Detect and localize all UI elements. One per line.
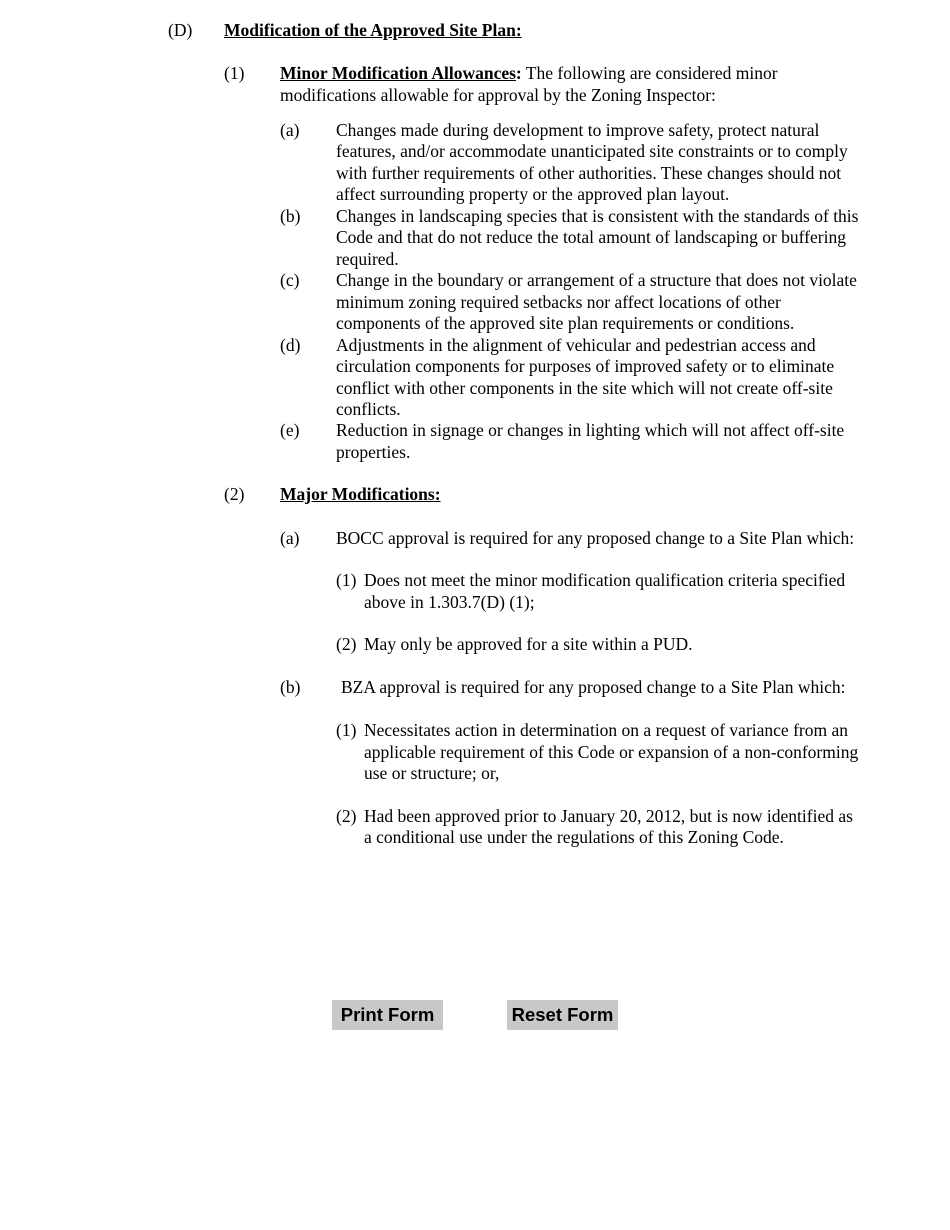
minor-item-c-marker: (c) [280,270,300,290]
major-b-item1-line1: Necessitates action in determination on a request of variance from an [364,720,848,740]
major-a-item2-line1: May only be approved for a site within a PUD. [364,634,693,654]
major-a-item1-line2: above in 1.303.7(D) (1); [364,592,535,612]
major-b-item1-line2: applicable requirement of this Code or expansion of a non-conforming [364,742,859,762]
minor-item-a-marker: (a) [280,120,300,140]
minor-item-a-line4: affect surrounding property or the approved plan layout. [336,184,730,204]
major-title: Major Modifications: [280,484,441,504]
minor-item-d-line4: conflicts. [336,399,401,419]
section-marker: (D) [168,20,193,40]
minor-intro-line2: modifications allowable for approval by the Zoning Inspector: [280,85,716,105]
minor-intro-line1: The following are considered minor [521,63,778,83]
major-b-item2-line2: a conditional use under the regulations of this Zoning Code. [364,827,784,847]
major-b-item1-marker: (1) [336,720,357,740]
minor-item-e-line2: properties. [336,442,411,462]
major-a-item2-marker: (2) [336,634,357,654]
major-a-marker: (a) [280,528,300,548]
minor-item-d-line3: conflict with other components in the site which will not create off-site [336,378,833,398]
minor-item-b-marker: (b) [280,206,301,226]
section-title: Modification of the Approved Site Plan: [224,20,522,40]
major-a-text: BOCC approval is required for any proposed change to a Site Plan which: [336,528,855,548]
major-b-item2-marker: (2) [336,806,357,826]
minor-item-a-line2: features, and/or accommodate unanticipated site constraints or to comply [336,141,848,161]
minor-title-colon: : [515,63,522,83]
minor-title: Minor Modification Allowances [280,63,516,83]
major-marker: (2) [224,484,245,504]
minor-item-e-line1: Reduction in signage or changes in lighting which will not affect off-site [336,420,845,440]
minor-item-c-line3: components of the approved site plan requirements or conditions. [336,313,795,333]
minor-item-e-marker: (e) [280,420,300,440]
major-a-item1-marker: (1) [336,570,357,590]
minor-item-d-marker: (d) [280,335,301,355]
major-b-item1-line3: use or structure; or, [364,763,500,783]
minor-item-c-line1: Change in the boundary or arrangement of a structure that does not violate [336,270,857,290]
minor-item-b-line1: Changes in landscaping species that is consistent with the standards of this [336,206,859,226]
minor-intro [280,63,778,85]
major-b-text: BZA approval is required for any proposed change to a Site Plan which: [341,677,846,697]
minor-item-d-line2: circulation components for purposes of improved safety or to eliminate [336,356,835,376]
major-b-item2-line1: Had been approved prior to January 20, 2012, but is now identified as [364,806,853,826]
minor-marker: (1) [224,63,245,83]
minor-item-a-line1: Changes made during development to improve safety, protect natural [336,120,820,140]
major-a-item1-line1: Does not meet the minor modification qualification criteria specified [364,570,846,590]
minor-item-b-line3: required. [336,249,399,269]
minor-item-d-line1: Adjustments in the alignment of vehicular and pedestrian access and [336,335,816,355]
minor-item-b-line2: Code and that do not reduce the total amount of landscaping or buffering [336,227,846,247]
minor-item-a-line3: with further requirements of other authorities. These changes should not [336,163,842,183]
reset-form-button[interactable]: Reset Form [507,1000,618,1030]
minor-item-c-line2: minimum zoning required setbacks nor affect locations of other [336,292,781,312]
print-form-button[interactable]: Print Form [332,1000,443,1030]
major-b-marker: (b) [280,677,301,697]
